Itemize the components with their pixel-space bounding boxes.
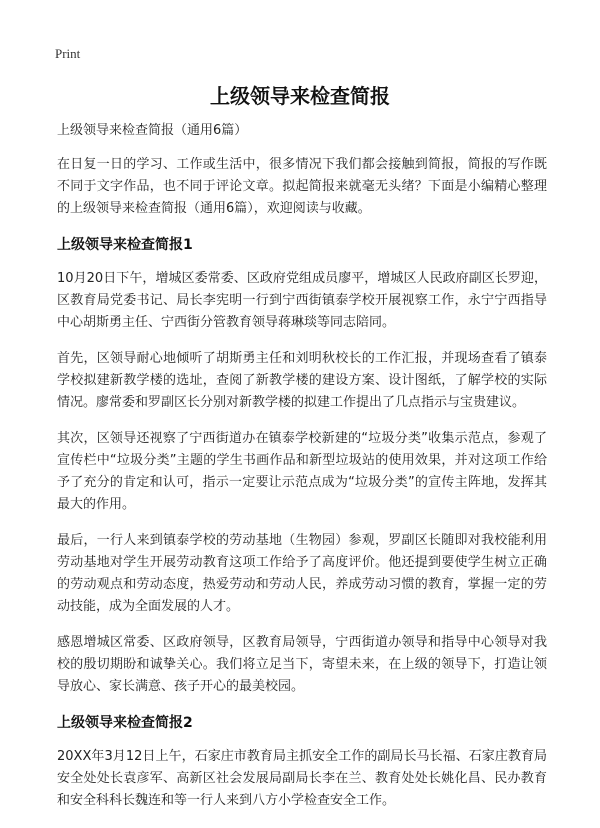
article-subtitle: 上级领导来检查简报（通用6篇） xyxy=(57,123,248,138)
section-1-paragraph-2: 首先，区领导耐心地倾听了胡斯勇主任和刘明秋校长的工作汇报，并现场查看了镇泰学校拟建新教学楼的选址，查阅了新教学楼的建设方案、设计图纸，了解学校的实际情况。廖常委和罗副区长分别对新教学楼的拟建工作提出了几点指示与宝贵建议。 xyxy=(57,351,547,410)
section-2-paragraph-1: 20XX年3月12日上午，石家庄市教育局主抓安全工作的副局长马长福、石家庄教育局安全处处长袁彦军、高新区社会发展局副局长李在兰、教育处处长姚化昌、民办教育和安全科科长魏连和等一行人来到八方小学检查安全工作。 xyxy=(57,749,547,808)
section-1-paragraph-5: 感恩增城区常委、区政府领导，区教育局领导，宁西街道办领导和指导中心领导对我校的殷切期盼和诚挚关心。我们将立足当下，寄望未来，在上级的领导下，打造让领导放心、家长满意、孩子开心的最美校园。 xyxy=(57,635,547,694)
section-1-paragraph-4: 最后，一行人来到镇泰学校的劳动基地（生物园）参观，罗副区长随即对我校能利用劳动基地对学生开展劳动教育这项工作给予了高度评价。他还提到要使学生树立正确的劳动观点和劳动态度，热爱劳动和劳动人民，养成劳动习惯的教育，掌握一定的劳动技能，成为全面发展的人才。 xyxy=(57,533,547,614)
print-link[interactable]: Print xyxy=(55,46,81,61)
section-heading-2: 上级领导来检查简报2 xyxy=(57,715,193,731)
section-1-paragraph-1: 10月20日下午，增城区委常委、区政府党组成员廖平，增城区人民政府副区长罗迎，区教育局党委书记、局长李宪明一行到宁西街镇泰学校开展视察工作，永宁宁西指导中心胡斯勇主任、宁西街分管教育领导蒋琳琰等同志陪同。 xyxy=(57,271,547,330)
intro-paragraph: 在日复一日的学习、工作或生活中，很多情况下我们都会接触到简报，简报的写作既不同于文字作品，也不同于评论文章。拟起简报来就毫无头绪？下面是小编精心整理的上级领导来检查简报（通用6篇），欢迎阅读与收藏。 xyxy=(57,157,547,216)
section-1-paragraph-3: 其次，区领导还视察了宁西街道办在镇泰学校新建的“垃圾分类”收集示范点，参观了宣传栏中“垃圾分类”主题的学生书画作品和新型垃圾站的使用效果，并对这项工作给予了充分的肯定和认可，指示一定要让示范点成为“垃圾分类”的宣传主阵地，发挥其最大的作用。 xyxy=(57,431,547,512)
section-heading-1: 上级领导来检查简报1 xyxy=(57,237,193,253)
page-title: 上级领导来检查简报 xyxy=(210,84,390,108)
article-body xyxy=(57,120,547,826)
